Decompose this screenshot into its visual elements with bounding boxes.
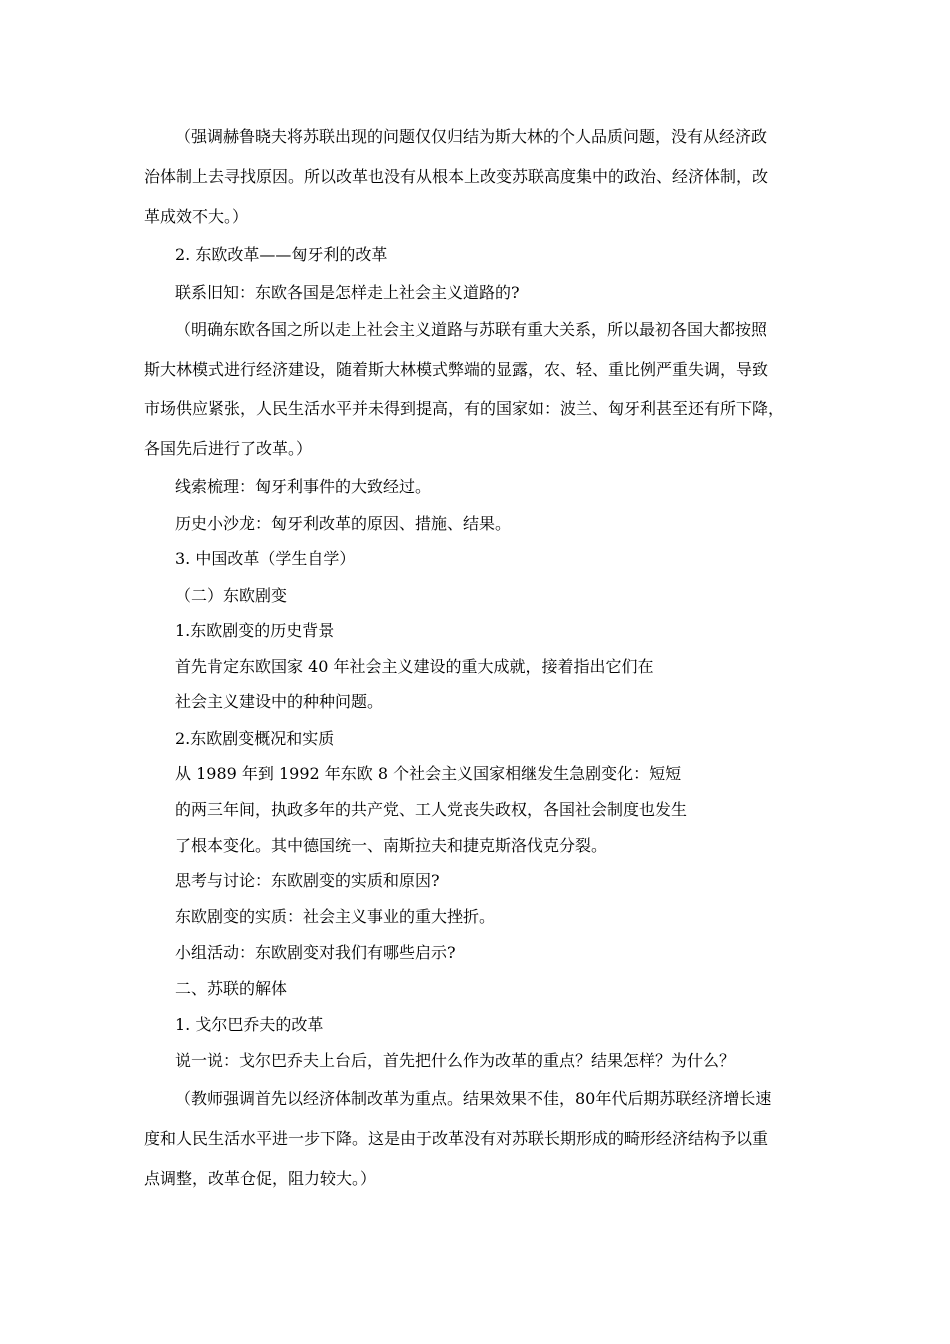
paragraph-eastern-europe-line-2: 斯大林模式进行经济建设，随着斯大林模式弊端的显露，农、轻、重比例严重失调，导致 bbox=[144, 360, 769, 379]
paragraph-gorbachev-line-2: 度和人民生活水平进一步下降。这是由于改革没有对苏联长期形成的畸形经济结构予以重 bbox=[144, 1129, 769, 1148]
say-question: 说一说：戈尔巴乔夫上台后，首先把什么作为改革的重点？结果怎样？为什么？ bbox=[175, 1051, 736, 1070]
heading-china-reform: 3. 中国改革（学生自学） bbox=[175, 549, 356, 568]
background-line-1: 首先肯定东欧国家 40 年社会主义建设的重大成就，接着指出它们在 bbox=[175, 657, 654, 676]
overview-line-1: 从 1989 年到 1992 年东欧 8 个社会主义国家相继发生急剧变化：短短 bbox=[175, 764, 682, 783]
paragraph-khrushchev-line-1: （强调赫鲁晓夫将苏联出现的问题仅仅归结为斯大林的个人品质问题，没有从经济政 bbox=[175, 127, 768, 146]
essence-text: 东欧剧变的实质：社会主义事业的重大挫折。 bbox=[175, 907, 496, 926]
heading-eastern-europe-upheaval: （二）东欧剧变 bbox=[175, 586, 288, 605]
heading-historical-background: 1.东欧剧变的历史背景 bbox=[175, 621, 335, 640]
paragraph-khrushchev-line-3: 革成效不大。） bbox=[144, 207, 249, 226]
paragraph-gorbachev-line-1: （教师强调首先以经济体制改革为重点。结果效果不佳，80年代后期苏联经济增长速 bbox=[175, 1089, 772, 1108]
heading-hungary-reform: 2. 东欧改革——匈牙利的改革 bbox=[175, 245, 388, 264]
paragraph-eastern-europe-line-3: 市场供应紧张，人民生活水平并未得到提高，有的国家如：波兰、匈牙利甚至还有所下降， bbox=[144, 399, 785, 418]
heading-gorbachev-reform: 1. 戈尔巴乔夫的改革 bbox=[175, 1015, 324, 1034]
review-question: 联系旧知：东欧各国是怎样走上社会主义道路的? bbox=[175, 283, 520, 302]
overview-line-3: 了根本变化。其中德国统一、南斯拉夫和捷克斯洛伐克分裂。 bbox=[175, 836, 608, 855]
overview-line-2: 的两三年间，执政多年的共产党、工人党丧失政权，各国社会制度也发生 bbox=[175, 800, 688, 819]
group-activity-text: 小组活动：东欧剧变对我们有哪些启示? bbox=[175, 943, 456, 962]
think-discuss-text: 思考与讨论：东欧剧变的实质和原因? bbox=[175, 871, 440, 890]
paragraph-eastern-europe-line-4: 各国先后进行了改革。） bbox=[144, 439, 313, 458]
salon-text: 历史小沙龙：匈牙利改革的原因、措施、结果。 bbox=[175, 514, 512, 533]
heading-ussr-dissolution: 二、苏联的解体 bbox=[175, 979, 288, 998]
clue-text: 线索梳理：匈牙利事件的大致经过。 bbox=[175, 477, 432, 496]
background-line-2: 社会主义建设中的种种问题。 bbox=[175, 692, 384, 711]
heading-overview-essence: 2.东欧剧变概况和实质 bbox=[175, 729, 335, 748]
paragraph-gorbachev-line-3: 点调整，改革仓促，阻力较大。） bbox=[144, 1169, 377, 1188]
paragraph-eastern-europe-line-1: （明确东欧各国之所以走上社会主义道路与苏联有重大关系，所以最初各国大都按照 bbox=[175, 320, 768, 339]
paragraph-khrushchev-line-2: 治体制上去寻找原因。所以改革也没有从根本上改变苏联高度集中的政治、经济体制，改 bbox=[144, 167, 769, 186]
